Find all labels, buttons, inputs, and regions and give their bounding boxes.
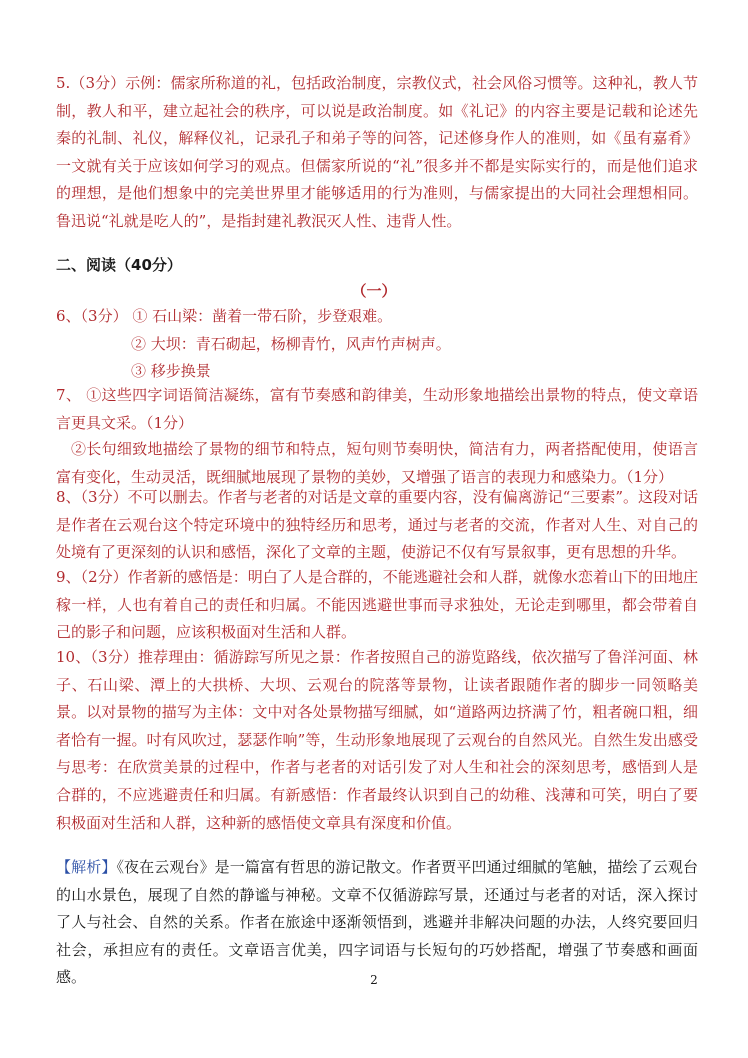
answer-q7-part1: 7、 ①这些四字词语简洁凝练，富有节奏感和韵律美，生动形象地描绘出景物的特点，使文章语言更具文采。（1分） <box>56 386 698 432</box>
section-heading: 二、阅读（40分） <box>56 256 182 274</box>
analysis-tag: 【解析】 <box>56 858 117 876</box>
answer-q9: 9、（2分）作者新的感悟是：明白了人是合群的，不能逃避社会和人群，就像水恋着山下的田地庄稼一样，人也有着自己的责任和归属。不能因逃避世事而寻求独处，无论走到哪里，都会带着自己的影子和问题，应该积极面对生活和人群。 <box>56 568 698 642</box>
answer-q6-line1: 6、（3分） ① 石山梁：凿着一带石阶，步登艰难。 <box>56 307 393 325</box>
answer-q8: 8、（3分）不可以删去。作者与老者的对话是文章的重要内容，没有偏离游记“三要素”。这段对话是作者在云观台这个特定环境中的独特经历和思考，通过与老者的交流，作者对人生、对自己的处境有了更深刻的认识和感悟，深化了文章的主题，使游记不仅有写景叙事，更有思想的升华。 <box>56 488 698 562</box>
answer-q10: 10、（3分）推荐理由：循游踪写所见之景：作者按照自己的游览路线，依次描写了鲁洋河面、林子、石山梁、潭上的大拱桥、大坝、云观台的院落等景物，让读者跟随作者的脚步一同领略美景。以对景物的描写为主体：文中对各处景物描写细腻，如“道路两边挤满了竹，粗者碗口粗，细者恰有一握。吋有风吹过，瑟瑟作响”等，生动形象地展现了云观台的自然风光。自然生发出感受与思考：在欣赏美景的过程中，作者与老者的对话引发了对人生和社会的深刻思考，感悟到人是合群的，不应逃避责任和归属。有新感悟：作者最终认识到自己的幼稚、浅薄和可笑，明白了要积极面对生活和人群，这种新的感悟使文章具有深度和价值。 <box>56 648 698 832</box>
analysis-text: 《夜在云观台》是一篇富有哲思的游记散文。作者贾平凹通过细腻的笔触，描绘了云观台的山水景色，展现了自然的静谧与神秘。文章不仅循游踪写景，还通过与老者的对话，深入探讨了人与社会、自然的关系。作者在旅途中逐渐领悟到，逃避并非解决问题的办法，人终究要回归社会，承担应有的责任。文章语言优美，四字词语与长短句的巧妙搭配，增强了节奏感和画面感。 <box>56 858 698 987</box>
sub-section-title: （一） <box>351 282 397 300</box>
page-number: 2 <box>370 973 378 987</box>
answer-q6-line2: ② 大坝：青石砌起，杨柳青竹，风声竹声树声。 <box>131 335 451 353</box>
analysis-paragraph <box>56 854 698 992</box>
answer-q7-part2: ②长句细致地描绘了景物的细节和特点，短句则节奏明快，简洁有力，两者搭配使用，使语言富有变化，生动灵活，既细腻地展现了景物的美妙，又增强了语言的表现力和感染力。（1分） <box>56 440 698 486</box>
answer-q6-line3: ③ 移步换景 <box>131 362 211 380</box>
answer-q5: 5.（3分）示例：儒家所称道的礼，包括政治制度，宗教仪式，社会风俗习惯等。这种礼，教人节制，教人和平，建立起社会的秩序，可以说是政治制度。如《礼记》的内容主要是记载和论述先秦的礼制、礼仪，解释仪礼，记录孔子和弟子等的问答，记述修身作人的准则，如《虽有嘉肴》一文就有关于应该如何学习的观点。但儒家所说的“礼”很多并不都是实际实行的，而是他们追求的理想，是他们想象中的完美世界里才能够适用的行为准则，与儒家提出的大同社会理想相同。鲁迅说“礼就是吃人的”，是指封建礼教泯灭人性、违背人性。 <box>56 74 698 230</box>
